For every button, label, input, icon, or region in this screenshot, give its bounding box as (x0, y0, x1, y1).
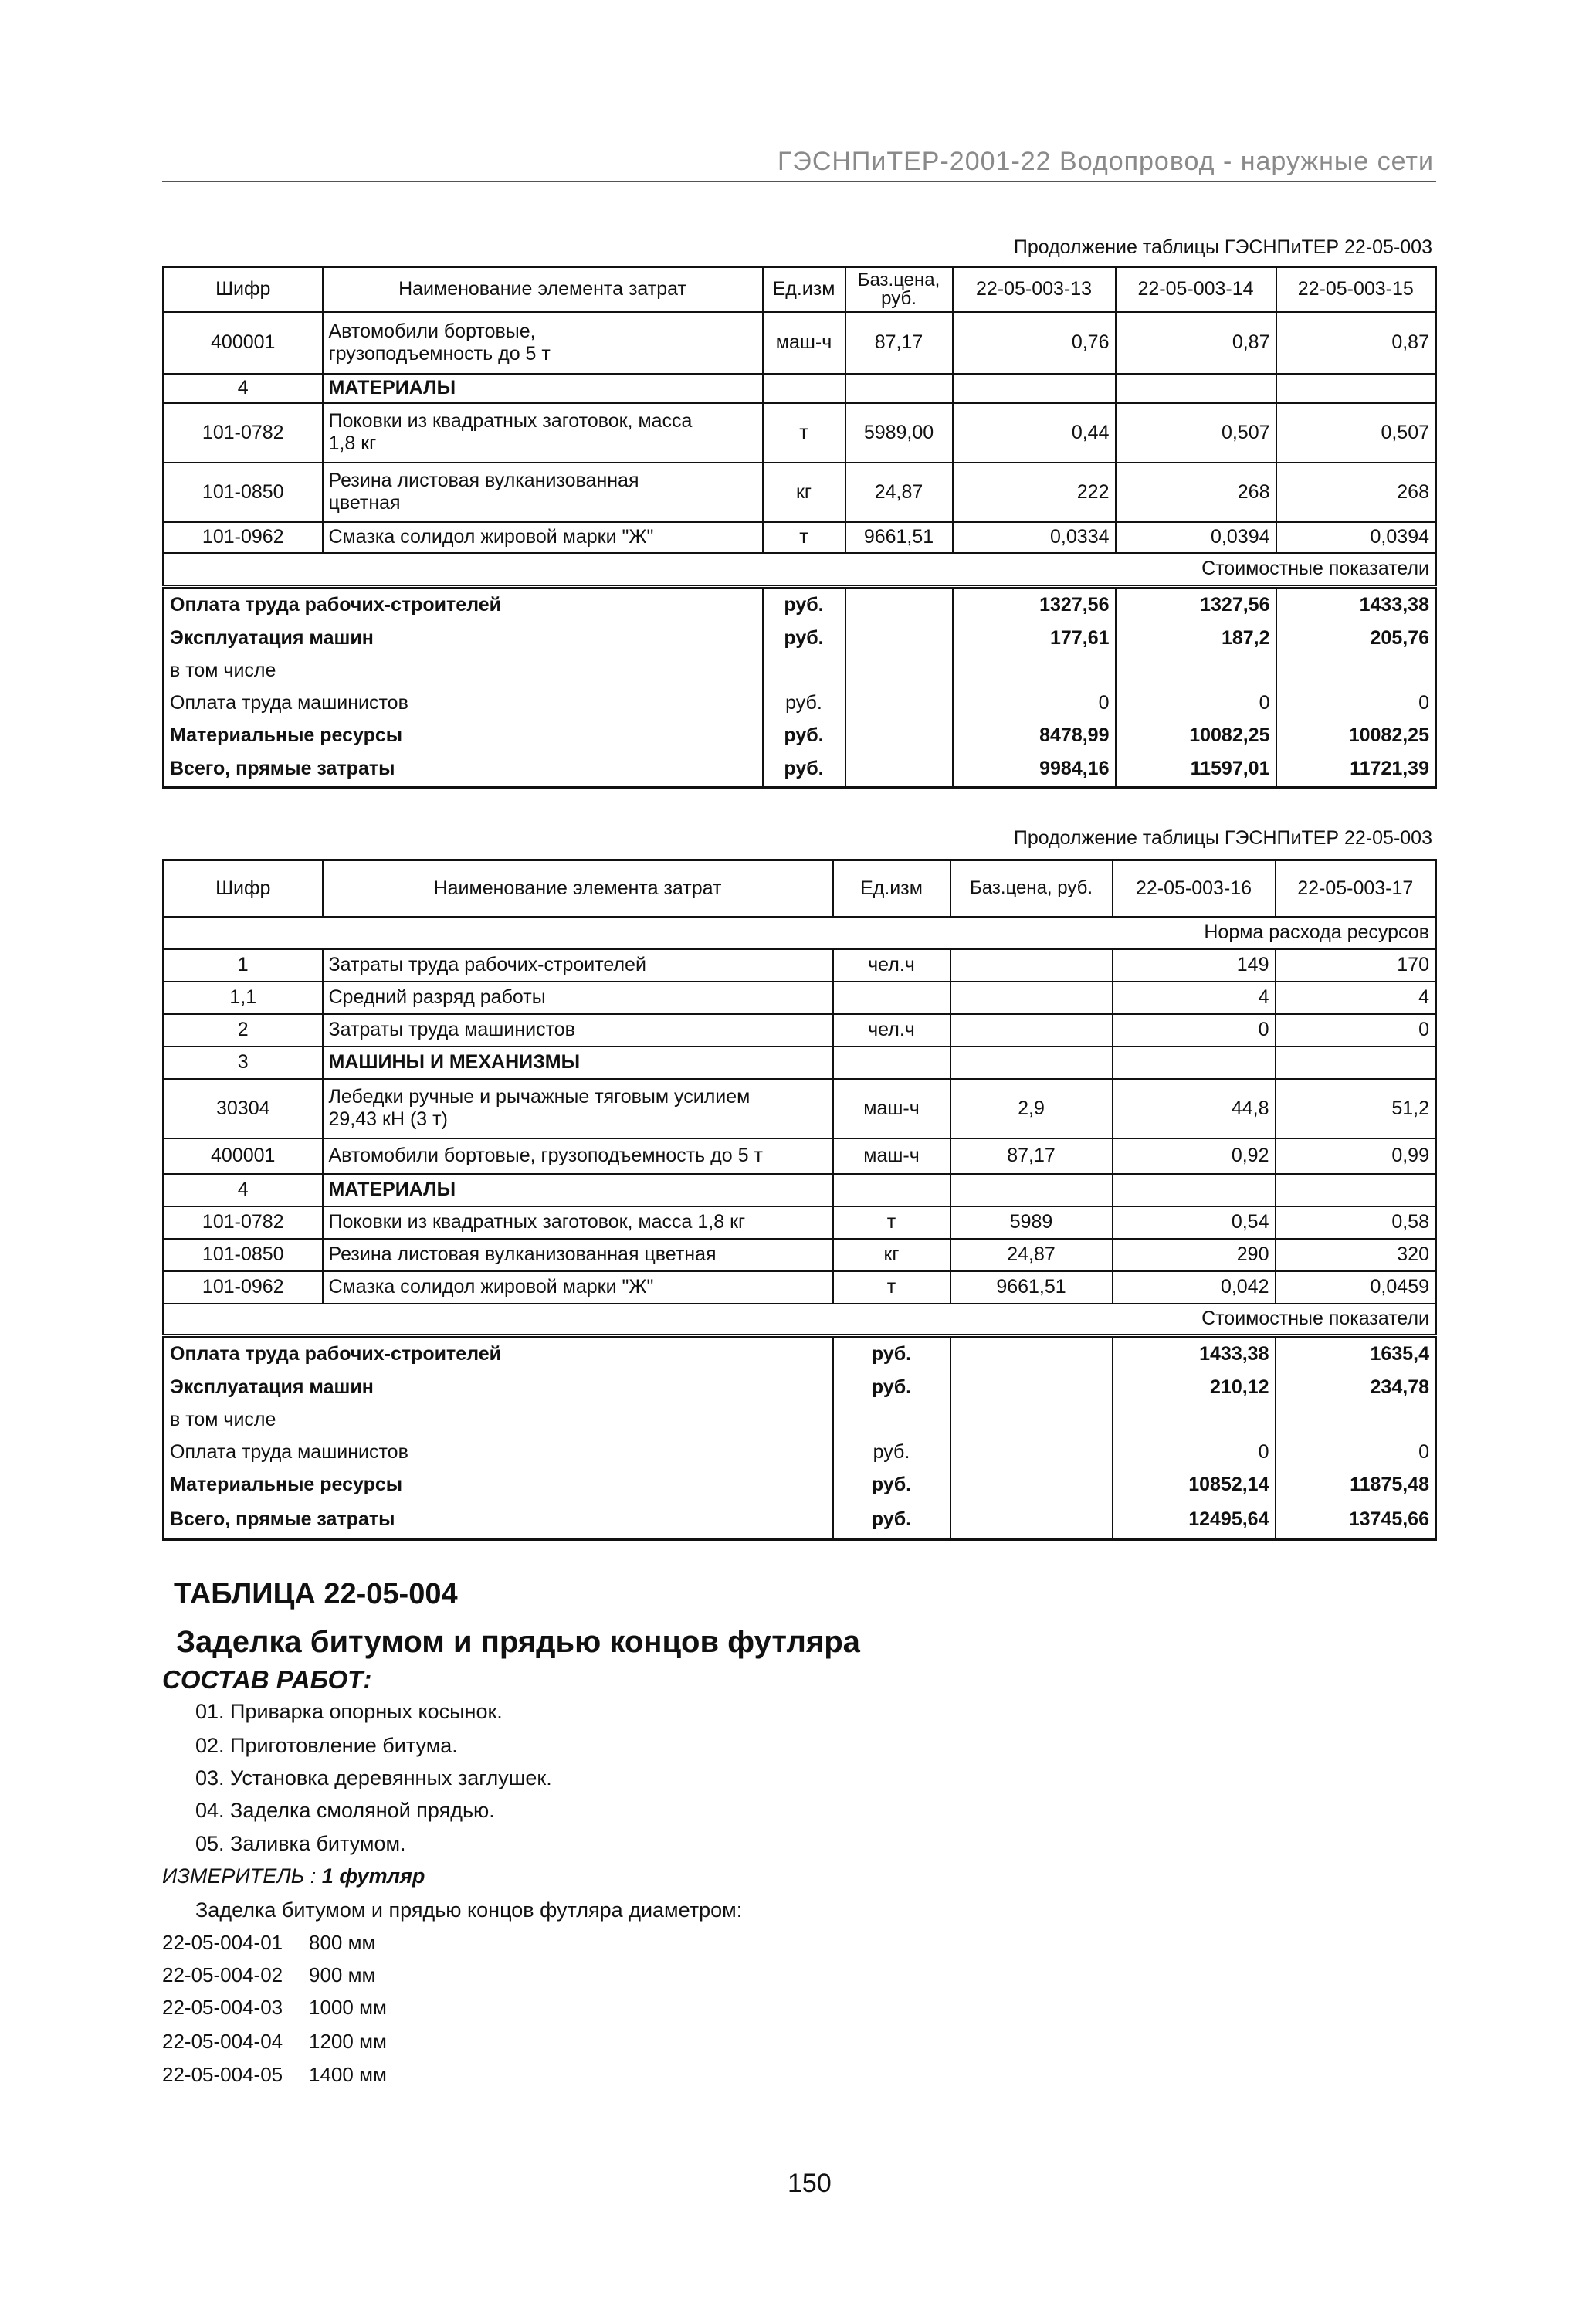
cost-name-cell: Эксплуатация машин (164, 623, 763, 655)
price-cell: 87,17 (950, 1138, 1113, 1174)
name-cell: Смазка солидол жировой марки "Ж" (323, 522, 763, 553)
position-code: 22-05-004-05 (162, 2063, 283, 2086)
diameter-intro: Заделка битумом и прядью концов футляра диаметром: (195, 1898, 743, 1922)
name-cell: Смазка солидол жировой марки "Ж" (323, 1271, 833, 1304)
group-name-cell: МАТЕРИАЛЫ (323, 374, 763, 403)
cost-row (164, 1336, 1436, 1372)
unit-cell: руб. (763, 623, 845, 655)
value-cell: 0,99 (1276, 1138, 1436, 1174)
header-position-code: 22-05-003-13 (953, 267, 1116, 312)
value-cell (953, 655, 1116, 687)
cost-name-cell: в том числе (164, 655, 763, 687)
unit-cell: т (833, 1271, 950, 1304)
value-cell: 4 (1113, 982, 1276, 1014)
price-cell (950, 1174, 1113, 1206)
value-cell: 0,507 (1276, 403, 1436, 463)
code-cell: 4 (164, 374, 323, 403)
running-header: ГЭСНПиТЕР-2001-22 Водопровод - наружные сети (777, 147, 1434, 176)
table-caption: Продолжение таблицы ГЭСНПиТЕР 22-05-003 (1013, 236, 1432, 258)
price-cell (950, 1469, 1113, 1501)
value-cell: 170 (1276, 949, 1436, 982)
price-cell: 2,9 (950, 1079, 1113, 1138)
name-cell: Лебедки ручные и рычажные тяговым усилием 29,43 кН (3 т) (323, 1079, 833, 1138)
code-cell: 101-0962 (164, 522, 323, 553)
value-cell: 0 (1276, 1014, 1436, 1047)
header-unit: Ед.изм (833, 860, 950, 917)
cost-name-cell: Оплата труда рабочих-строителей (164, 587, 763, 623)
header-rule (162, 181, 1436, 182)
cost-row (164, 1469, 1436, 1501)
cost-row (164, 720, 1436, 752)
price-cell (845, 752, 953, 788)
table-header-row (164, 267, 1436, 312)
header-price: Баз.цена, руб. (950, 860, 1113, 917)
table-row (164, 1206, 1436, 1239)
unit-cell (763, 374, 845, 403)
header-position-code: 22-05-003-15 (1276, 267, 1436, 312)
position-code: 22-05-004-02 (162, 1963, 283, 1986)
measure-line (162, 1864, 425, 1888)
position-code: 22-05-004-03 (162, 1996, 283, 2019)
value-cell (1116, 374, 1276, 403)
value-cell: 0,87 (1276, 312, 1436, 374)
table-row (164, 312, 1436, 374)
value-cell: 234,78 (1276, 1372, 1436, 1404)
header-price: Баз.цена, руб. (845, 267, 953, 312)
price-cell: 24,87 (950, 1239, 1113, 1271)
unit-cell: чел.ч (833, 949, 950, 982)
value-cell: 10852,14 (1113, 1469, 1276, 1501)
work-item: 04. Заделка смоляной прядью. (195, 1799, 495, 1822)
value-cell: 0 (1276, 687, 1436, 720)
value-cell: 0,0394 (1276, 522, 1436, 553)
price-cell (845, 687, 953, 720)
group-row (164, 374, 1436, 403)
code-cell: 101-0850 (164, 463, 323, 522)
position-size: 900 мм (309, 1963, 376, 1986)
header-code: Шифр (164, 267, 323, 312)
unit-cell: маш-ч (763, 312, 845, 374)
value-cell: 11875,48 (1276, 1469, 1436, 1501)
header-code: Шифр (164, 860, 323, 917)
table-row (164, 1271, 1436, 1304)
value-cell (1113, 1404, 1276, 1437)
section-row (164, 917, 1436, 949)
header-position-code: 22-05-003-14 (1116, 267, 1276, 312)
value-cell: 1327,56 (953, 587, 1116, 623)
unit-cell: руб. (763, 687, 845, 720)
price-cell (845, 623, 953, 655)
code-cell: 3 (164, 1047, 323, 1079)
value-cell: 268 (1116, 463, 1276, 522)
section-row (164, 1304, 1436, 1336)
price-cell (950, 949, 1113, 982)
value-cell (1276, 1047, 1436, 1079)
value-cell: 149 (1113, 949, 1276, 982)
code-cell: 101-0782 (164, 403, 323, 463)
value-cell: 0,58 (1276, 1206, 1436, 1239)
value-cell: 0,0394 (1116, 522, 1276, 553)
cost-name-cell: Материальные ресурсы (164, 1469, 833, 1501)
value-cell: 0 (1276, 1437, 1436, 1469)
unit-cell: руб. (833, 1372, 950, 1404)
value-cell: 177,61 (953, 623, 1116, 655)
value-cell: 0,0334 (953, 522, 1116, 553)
price-cell: 9661,51 (950, 1271, 1113, 1304)
work-item: 02. Приготовление битума. (195, 1734, 458, 1757)
cost-row (164, 1404, 1436, 1437)
cost-name-cell: Оплата труда машинистов (164, 687, 763, 720)
value-cell (1276, 374, 1436, 403)
table-header-row (164, 860, 1436, 917)
name-cell: Затраты труда машинистов (323, 1014, 833, 1047)
page-number: 150 (788, 2169, 832, 2198)
unit-cell: т (833, 1206, 950, 1239)
value-cell: 0 (1113, 1014, 1276, 1047)
unit-cell: руб. (833, 1469, 950, 1501)
value-cell: 10082,25 (1276, 720, 1436, 752)
value-cell: 1635,4 (1276, 1336, 1436, 1372)
value-cell: 0 (953, 687, 1116, 720)
value-cell: 1433,38 (1113, 1336, 1276, 1372)
price-cell: 24,87 (845, 463, 953, 522)
code-cell: 400001 (164, 312, 323, 374)
group-row (164, 1174, 1436, 1206)
cost-name-cell: в том числе (164, 1404, 833, 1437)
value-cell: 290 (1113, 1239, 1276, 1271)
value-cell: 1433,38 (1276, 587, 1436, 623)
name-cell: Резина листовая вулканизованная цветная (323, 1239, 833, 1271)
name-cell: Автомобили бортовые, грузоподъемность до 5 т (323, 1138, 833, 1174)
table-row (164, 403, 1436, 463)
value-cell: 0,507 (1116, 403, 1276, 463)
price-cell (950, 1014, 1113, 1047)
work-item: 05. Заливка битумом. (195, 1832, 406, 1855)
value-cell: 320 (1276, 1239, 1436, 1271)
unit-cell: кг (763, 463, 845, 522)
header-position-code: 22-05-003-17 (1276, 860, 1436, 917)
name-cell: Автомобили бортовые, грузоподъемность до 5 т (323, 312, 763, 374)
name-cell: Средний разряд работы (323, 982, 833, 1014)
value-cell: 222 (953, 463, 1116, 522)
cost-row (164, 1372, 1436, 1404)
price-cell (950, 1336, 1113, 1372)
cost-name-cell: Оплата труда рабочих-строителей (164, 1336, 833, 1372)
name-cell: Затраты труда рабочих-строителей (323, 949, 833, 982)
price-cell (950, 1372, 1113, 1404)
table-row (164, 1079, 1436, 1138)
unit-cell: маш-ч (833, 1138, 950, 1174)
group-row (164, 1047, 1436, 1079)
header-position-code: 22-05-003-16 (1113, 860, 1276, 917)
unit-cell: руб. (833, 1501, 950, 1540)
code-cell: 101-0782 (164, 1206, 323, 1239)
unit-cell: руб. (833, 1437, 950, 1469)
value-cell: 11721,39 (1276, 752, 1436, 788)
cost-name-cell: Всего, прямые затраты (164, 1501, 833, 1540)
position-size: 1200 мм (309, 2030, 387, 2053)
header-name: Наименование элемента затрат (323, 860, 833, 917)
table-row (164, 522, 1436, 553)
code-cell: 101-0962 (164, 1271, 323, 1304)
value-cell (1113, 1174, 1276, 1206)
code-cell: 400001 (164, 1138, 323, 1174)
table-row (164, 949, 1436, 982)
value-cell: 205,76 (1276, 623, 1436, 655)
code-cell: 30304 (164, 1079, 323, 1138)
table-subtitle: Заделка битумом и прядью концов футляра (176, 1625, 860, 1659)
price-cell (845, 720, 953, 752)
unit-cell: чел.ч (833, 1014, 950, 1047)
value-cell: 51,2 (1276, 1079, 1436, 1138)
measure-label: ИЗМЕРИТЕЛЬ : (162, 1864, 322, 1888)
table-title: ТАБЛИЦА 22-05-004 (174, 1578, 458, 1610)
value-cell: 0,54 (1113, 1206, 1276, 1239)
unit-cell (833, 1174, 950, 1206)
position-size: 800 мм (309, 1931, 376, 1954)
name-cell: Поковки из квадратных заготовок, масса 1,8 кг (323, 1206, 833, 1239)
price-cell (950, 1404, 1113, 1437)
unit-cell: руб. (763, 587, 845, 623)
value-cell (1116, 655, 1276, 687)
value-cell (1276, 655, 1436, 687)
value-cell: 0,44 (953, 403, 1116, 463)
position-size: 1400 мм (309, 2063, 387, 2086)
value-cell: 187,2 (1116, 623, 1276, 655)
table-row (164, 1014, 1436, 1047)
cost-row (164, 623, 1436, 655)
table-row (164, 1239, 1436, 1271)
cost-row (164, 655, 1436, 687)
value-cell (1276, 1404, 1436, 1437)
value-cell: 0,042 (1113, 1271, 1276, 1304)
value-cell: 0,76 (953, 312, 1116, 374)
work-item: 03. Установка деревянных заглушек. (195, 1766, 552, 1789)
table-row (164, 982, 1436, 1014)
cost-row (164, 1501, 1436, 1540)
value-cell: 0 (1113, 1437, 1276, 1469)
cost-row (164, 687, 1436, 720)
value-cell: 12495,64 (1113, 1501, 1276, 1540)
table-caption: Продолжение таблицы ГЭСНПиТЕР 22-05-003 (1013, 827, 1432, 849)
code-cell: 101-0850 (164, 1239, 323, 1271)
unit-cell: руб. (763, 720, 845, 752)
work-item: 01. Приварка опорных косынок. (195, 1700, 503, 1723)
unit-cell: руб. (763, 752, 845, 788)
value-cell: 9984,16 (953, 752, 1116, 788)
cost-name-cell: Оплата труда машинистов (164, 1437, 833, 1469)
cost-name-cell: Эксплуатация машин (164, 1372, 833, 1404)
code-cell: 2 (164, 1014, 323, 1047)
section-label: Норма расхода ресурсов (164, 917, 1436, 949)
section-label: Стоимостные показатели (164, 553, 1436, 587)
header-unit: Ед.изм (763, 267, 845, 312)
value-cell: 10082,25 (1116, 720, 1276, 752)
header-name: Наименование элемента затрат (323, 267, 763, 312)
value-cell: 268 (1276, 463, 1436, 522)
value-cell (1113, 1047, 1276, 1079)
price-cell (845, 374, 953, 403)
price-cell (950, 982, 1113, 1014)
position-size: 1000 мм (309, 1996, 387, 2019)
unit-cell: т (763, 403, 845, 463)
value-cell (953, 374, 1116, 403)
code-cell: 1 (164, 949, 323, 982)
unit-cell (763, 655, 845, 687)
section-row (164, 553, 1436, 587)
value-cell: 0,0459 (1276, 1271, 1436, 1304)
value-cell: 13745,66 (1276, 1501, 1436, 1540)
name-cell: Поковки из квадратных заготовок, масса 1,8 кг (323, 403, 763, 463)
value-cell: 0,92 (1113, 1138, 1276, 1174)
price-cell (950, 1437, 1113, 1469)
unit-cell (833, 1404, 950, 1437)
group-name-cell: МАШИНЫ И МЕХАНИЗМЫ (323, 1047, 833, 1079)
value-cell: 0,87 (1116, 312, 1276, 374)
price-cell (950, 1047, 1113, 1079)
code-cell: 4 (164, 1174, 323, 1206)
cost-name-cell: Материальные ресурсы (164, 720, 763, 752)
resource-table-2 (162, 859, 1437, 1541)
value-cell (1276, 1174, 1436, 1206)
value-cell: 8478,99 (953, 720, 1116, 752)
cost-row (164, 1437, 1436, 1469)
value-cell: 0 (1116, 687, 1276, 720)
value-cell: 11597,01 (1116, 752, 1276, 788)
unit-cell (833, 1047, 950, 1079)
price-cell (845, 655, 953, 687)
value-cell: 4 (1276, 982, 1436, 1014)
cost-row (164, 752, 1436, 788)
unit-cell: т (763, 522, 845, 553)
unit-cell: маш-ч (833, 1079, 950, 1138)
value-cell: 210,12 (1113, 1372, 1276, 1404)
code-cell: 1,1 (164, 982, 323, 1014)
work-composition-label: СОСТАВ РАБОТ: (162, 1665, 372, 1694)
unit-cell: кг (833, 1239, 950, 1271)
position-code: 22-05-004-04 (162, 2030, 283, 2053)
cost-row (164, 587, 1436, 623)
table-row (164, 1138, 1436, 1174)
section-label: Стоимостные показатели (164, 1304, 1436, 1336)
price-cell: 5989 (950, 1206, 1113, 1239)
price-cell: 87,17 (845, 312, 953, 374)
price-cell: 5989,00 (845, 403, 953, 463)
price-cell (950, 1501, 1113, 1540)
resource-table-1 (162, 266, 1437, 789)
measure-value: 1 футляр (321, 1864, 425, 1888)
price-cell (845, 587, 953, 623)
group-name-cell: МАТЕРИАЛЫ (323, 1174, 833, 1206)
value-cell: 1327,56 (1116, 587, 1276, 623)
value-cell: 44,8 (1113, 1079, 1276, 1138)
cost-name-cell: Всего, прямые затраты (164, 752, 763, 788)
price-cell: 9661,51 (845, 522, 953, 553)
table-row (164, 463, 1436, 522)
name-cell: Резина листовая вулканизованная цветная (323, 463, 763, 522)
position-code: 22-05-004-01 (162, 1931, 283, 1954)
unit-cell: руб. (833, 1336, 950, 1372)
unit-cell (833, 982, 950, 1014)
